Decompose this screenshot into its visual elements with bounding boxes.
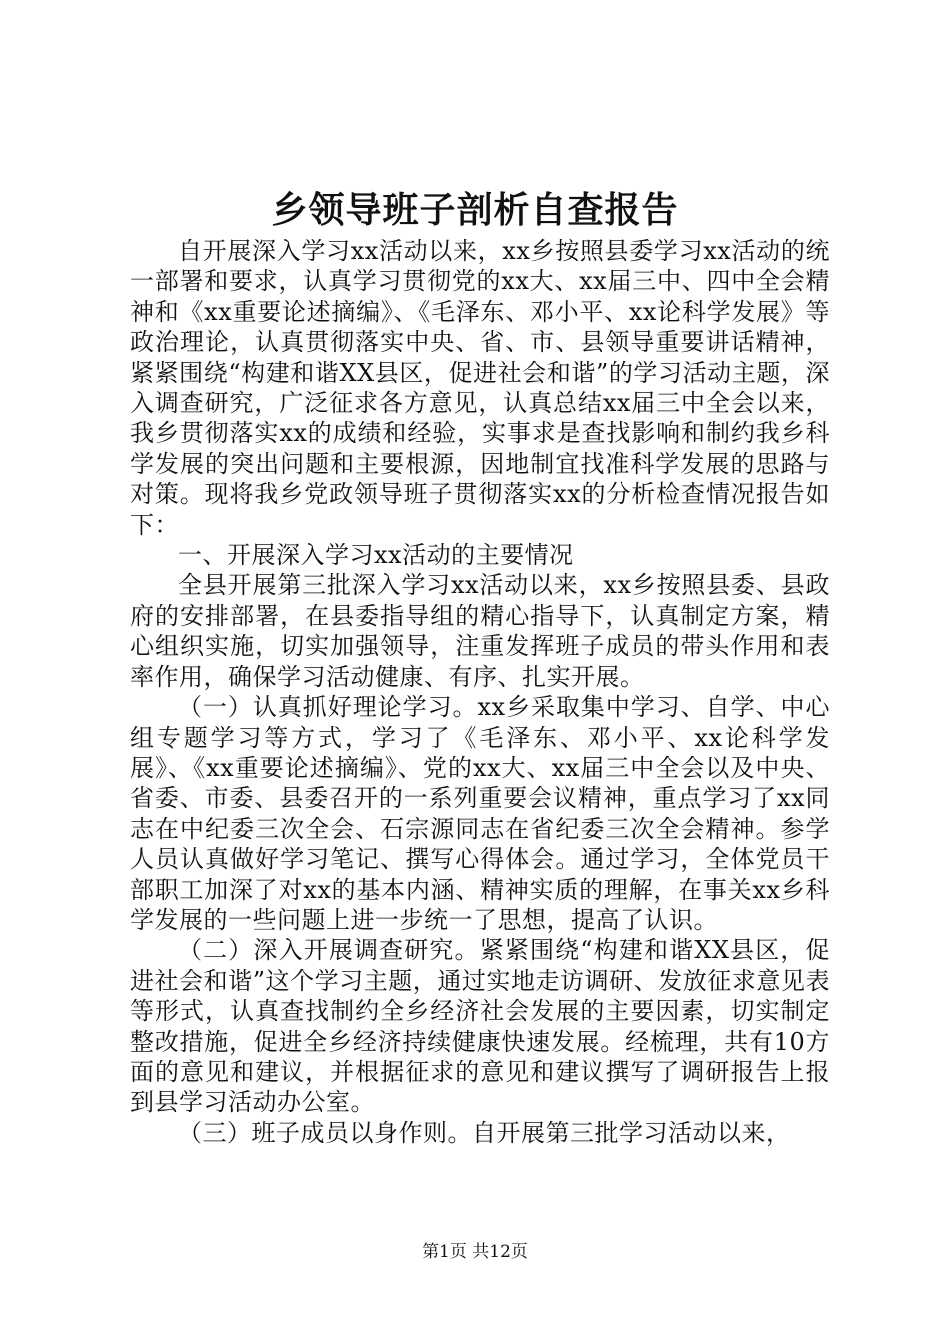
paragraph-overview: 全县开展第三批深入学习xx活动以来，xx乡按照县委、县政府的安排部署，在县委指导组的精心指导下，认真制定方案，精心组织实施，切实加强领导，注重发挥班子成员的带头作用和表率作用，确保学习活动健康、有序、扎实开展。 bbox=[130, 571, 830, 691]
paragraph-leadership: （三）班子成员以身作则。自开展第三批学习活动以来， bbox=[178, 1118, 791, 1147]
section-heading-1: 一、开展深入学习xx活动的主要情况 bbox=[178, 541, 574, 570]
paragraph-intro: 自开展深入学习xx活动以来，xx乡按照县委学习xx活动的统一部署和要求，认真学习贯彻党的xx大、xx届三中、四中全会精神和《xx重要论述摘编》、《毛泽东、邓小平、xx论科学发展》等政治理论，认真贯彻落实中央、省、市、县领导重要讲话精神，紧紧围绕“构建和谐XX县区，促进社会和谐”的学习活动主题，深入调查研究，广泛征求各方意见，认真总结xx届三中全会以来，我乡贯彻落实xx的成绩和经验，实事求是查找影响和制约我乡科学发展的突出问题和主要根源，因地制宜找准科学发展的思路与对策。现将我乡党政领导班子贯彻落实xx的分析检查情况报告如下： bbox=[130, 237, 830, 539]
document-title: 乡领导班子剖析自查报告 bbox=[271, 189, 679, 231]
document-body bbox=[130, 236, 830, 1148]
paragraph-theory-study: （一）认真抓好理论学习。xx乡采取集中学习、自学、中心组专题学习等方式，学习了《毛泽东、邓小平、xx论科学发展》、《xx重要论述摘编》、党的xx大、xx届三中全会以及中央、省委、市委、县委召开的一系列重要会议精神，重点学习了xx同志在中纪委三次全会、石宗源同志在省纪委三次全会精神。参学人员认真做好学习笔记、撰写心得体会。通过学习，全体党员干部职工加深了对xx的基本内涵、精神实质的理解，在事关xx乡科学发展的一些问题上进一步统一了思想，提高了认识。 bbox=[130, 693, 830, 934]
page-footer: 第1页 共12页 bbox=[422, 1242, 528, 1262]
paragraph-research: （二）深入开展调查研究。紧紧围绕“构建和谐XX县区，促进社会和谐”这个学习主题，通过实地走访调研、发放征求意见表等形式，认真查找制约全乡经济社会发展的主要因素，切实制定整改措施，促进全乡经济持续健康快速发展。经梳理，共有10方面的意见和建议，并根据征求的意见和建议撰写了调研报告上报到县学习活动办公室。 bbox=[130, 936, 830, 1117]
